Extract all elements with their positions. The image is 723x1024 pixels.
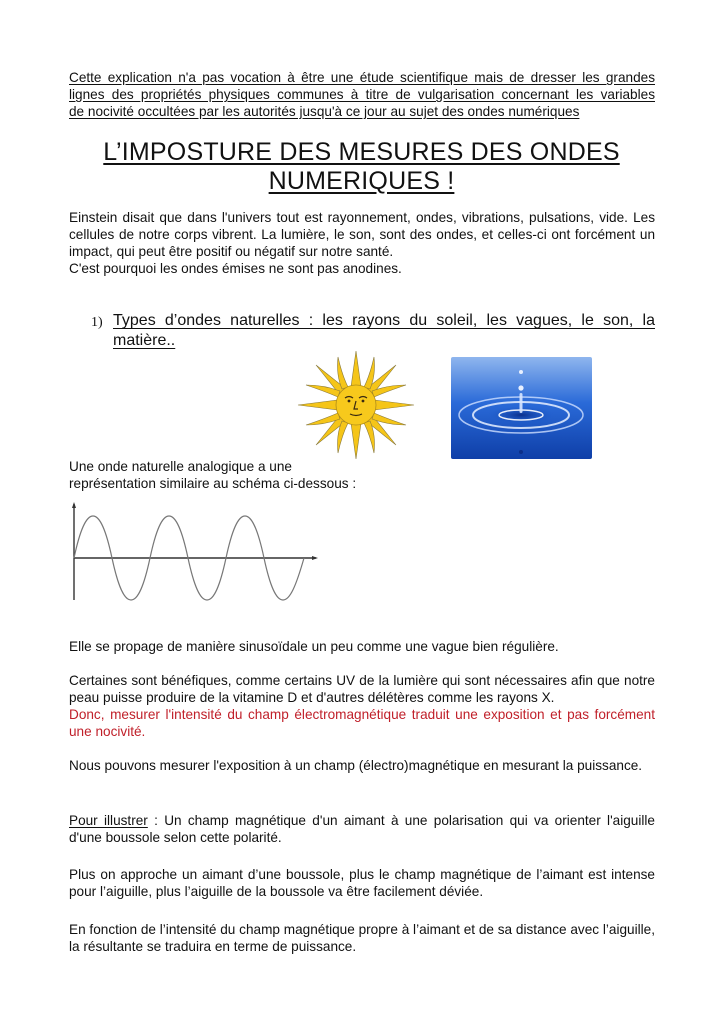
certaines-text: Certaines sont bénéfiques, comme certains UV de la lumière qui sont nécessaires afin que notre peau puisse produire de la vitamine D et d'autres délétères comme les rayons X. <box>69 673 655 705</box>
water-drop-image <box>451 357 592 459</box>
paragraph-en-fonction: En fonction de l’intensité du champ magnétique propre à l’aimant et de sa distance avec l’aiguille, la résultante se traduira en terme de puissance. <box>69 922 655 954</box>
disclaimer-line-3: de nocivité occultées par les autorités jusqu'à ce jour au sujet des ondes numériques <box>69 104 580 119</box>
intro-text-1: Einstein disait que dans l'univers tout est rayonnement, ondes, vibrations, pulsations, vide. Les cellules de notre corps vibrent. La lumière, le son, sont des ondes, et celles-ci ont forcément un impact, qui peut être positif ou négatif sur notre santé. <box>69 210 655 259</box>
paragraph-propagation: Elle se propage de manière sinusoïdale un peu comme une vague bien régulière. <box>69 639 559 654</box>
sun-icon <box>296 350 416 460</box>
sine-wave-diagram <box>64 500 324 605</box>
paragraph-certaines <box>69 672 655 740</box>
page-title <box>60 138 663 196</box>
pour-illustrer-label: Pour illustrer <box>69 813 148 828</box>
pour-illustrer-text: : Un champ magnétique d'un aimant à une polarisation qui va orienter l'aiguille d'une boussole selon cette polarité. <box>69 813 655 845</box>
wave-caption-line-1: Une onde naturelle analogique a une <box>69 459 292 474</box>
wave-caption <box>69 458 399 492</box>
disclaimer-line-2: lignes des propriétés physiques communes à titre de vulgarisation concernant les variables <box>69 87 655 102</box>
intro-text-2: C'est pourquoi les ondes émises ne sont pas anodines. <box>69 261 402 276</box>
section-heading-text: Types d’ondes naturelles : les rayons du soleil, les vagues, le son, la matière.. <box>113 312 655 349</box>
title-line-2: NUMERIQUES ! <box>268 167 455 195</box>
section-1-heading <box>91 311 655 351</box>
section-number: 1) <box>91 315 103 330</box>
donc-red-text: Donc, mesurer l'intensité du champ électromagnétique traduit une exposition et pas forcément une nocivité. <box>69 707 655 739</box>
wave-caption-line-2: représentation similaire au schéma ci-dessous : <box>69 476 357 491</box>
disclaimer <box>69 69 655 120</box>
title-line-1: L’IMPOSTURE DES MESURES DES ONDES <box>103 138 620 166</box>
paragraph-nous-pouvons: Nous pouvons mesurer l'exposition à un champ (électro)magnétique en mesurant la puissance. <box>69 758 643 773</box>
disclaimer-line-1: Cette explication n'a pas vocation à être une étude scientifique mais de dresser les grandes <box>69 70 655 85</box>
paragraph-plus-on-approche: Plus on approche un aimant d’une boussole, plus le champ magnétique de l’aimant est intense pour l’aiguille, plus l’aiguille de la boussole va être facilement déviée. <box>69 867 655 899</box>
intro-paragraph <box>69 209 655 277</box>
paragraph-pour-illustrer <box>69 812 655 846</box>
